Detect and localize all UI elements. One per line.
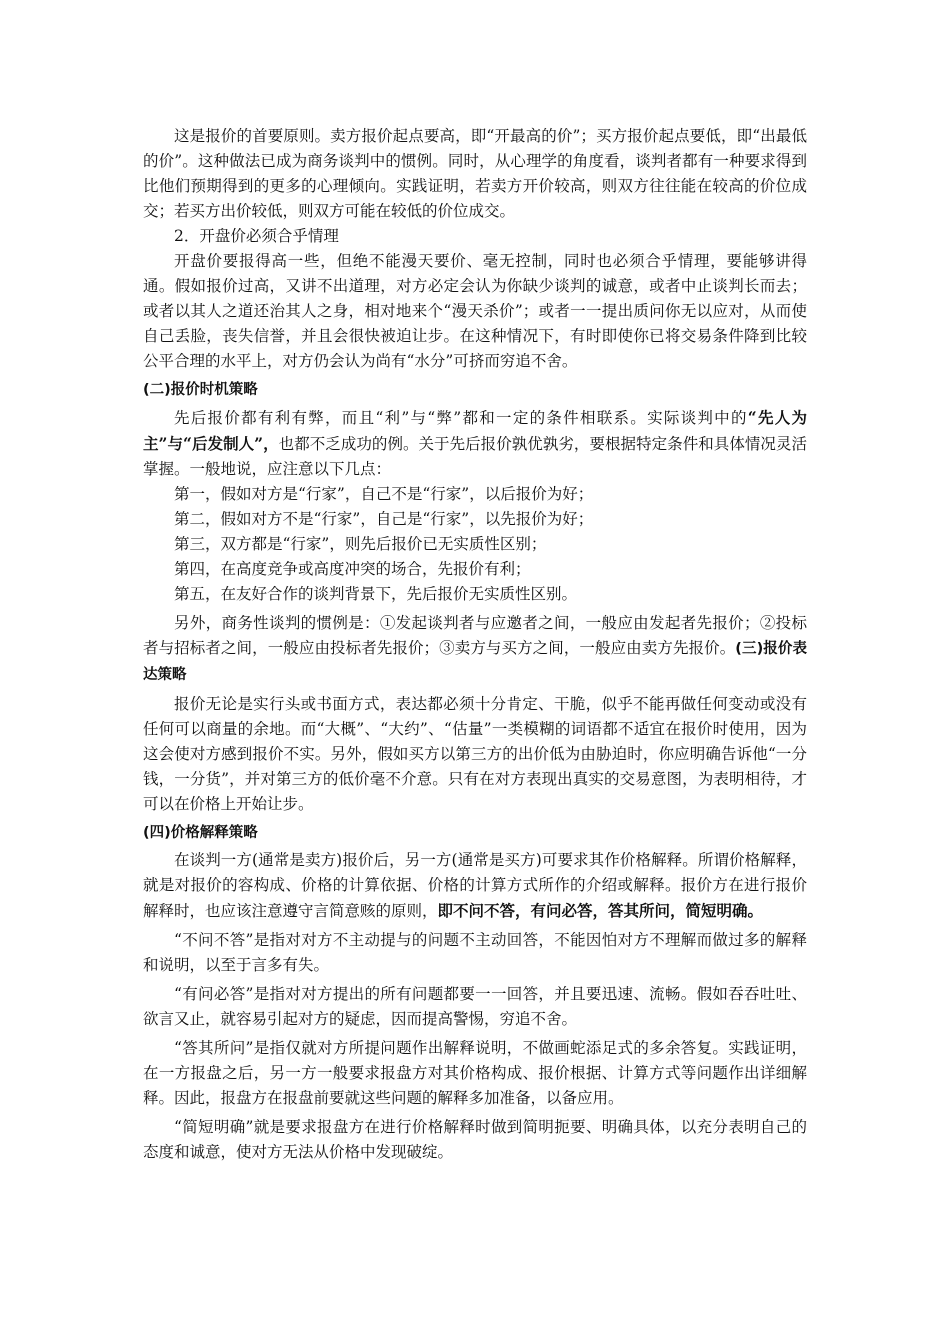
section-heading-timing: (二)报价时机策略	[143, 382, 258, 398]
paragraph-explanation-bold: 即不问不答，有问必答，答其所问，简短明确。	[437, 901, 764, 920]
paragraph-principle: 这是报价的首要原则。卖方报价起点要高，即“开最高的价”；买方报价起点要低，即“出最低的价”。这种做法已成为商务谈判中的惯例。同时，从心理学的角度看，谈判者都有一种要求得到比他们预期得到的更多的心理倾向。实践证明，若卖方开价较高，则双方往往能在较高的价位成交；若买方出价较低，则双方可能在较低的价位成交。	[143, 127, 807, 220]
list-item-third: 第三，双方都是“行家”，则先后报价已无实质性区别；	[174, 535, 547, 553]
paragraph-timing-bold: “先人为主”与“后发制人”，	[143, 408, 808, 453]
paragraph-no-ask-no-answer: “不问不答”是指对对方不主动提与的问题不主动回答，不能因怕对方不理解而做过多的解释和说明，以至于言多有失。	[143, 931, 807, 974]
section-heading-explanation: (四)价格解释策略	[143, 825, 258, 841]
paragraph-answer-every-question: “有问必答”是指对对方提出的所有问题都要一一回答，并且要迅速、流畅。假如吞吞吐吐、欲言又止，就容易引起对方的疑虑，因而提高警惕，穷追不舍。	[143, 985, 807, 1028]
list-item-first: 第一，假如对方是“行家”，自己不是“行家”，以后报价为好；	[174, 485, 594, 503]
paragraph-reasonable-price: 开盘价要报得高一些，但绝不能漫天要价、毫无控制，同时也必须合乎情理，要能够讲得通。假如报价过高，又讲不出道理，对方必定会认为你缺少谈判的诚意，或者中止谈判长而去；或者以其人之道还治其人之身，相对地来个“漫天杀价”；或者一一提出质问你无以应对，从而使自己丢脸，丧失信誉，并且会很快被迫让步。在这种情况下，有时即使你已将交易条件降到比较公平合理的水平上，对方仍会认为尚有“水分”可挤而穷追不舍。	[143, 252, 807, 370]
list-item-second: 第二，假如对方不是“行家”，自己是“行家”，以先报价为好；	[174, 510, 594, 528]
paragraph-brief-clear: “简短明确”就是要求报盘方在进行价格解释时做到简明扼要、明确具体，以充分表明自己的态度和诚意，使对方无法从价格中发现破绽。	[143, 1118, 807, 1161]
paragraph-expression: 报价无论是实行头或书面方式，表达都必须十分肯定、干脆，似乎不能再做任何变动或没有任何可以商量的余地。而“大概”、“大约”、“估量”一类模糊的词语都不适宜在报价时使用，因为这会使对方感到报价不实。另外，假如买方以第三方的出价低为由胁迫时，你应明确告诉他“一分钱，一分货”，并对第三方的低价毫不介意。只有在对方表现出真实的交易意图，为表明相待，才可以在价格上开始让步。	[143, 695, 807, 813]
paragraph-explanation-text: 在谈判一方(通常是卖方)报价后，另一方(通常是买方)可要求其作价格解释。所谓价格解释，就是对报价的容构成、价格的计算依据、价格的计算方式所作的介绍或解释。报价方在进行报价解释时，也应该注意遵守言简意赅的原则，	[143, 851, 807, 920]
paragraph-timing-part1: 先后报价都有利有弊，而且“利”与“弊”都和一定的条件相联系。实际谈判中的	[174, 409, 748, 427]
paragraph-answer-what-asked: “答其所问”是指仅就对方所提问题作出解释说明，不做画蛇添足式的多余答复。实践证明，在一方报盘之后，另一方一般要求报盘方对其价格构成、报价根据、计算方式等问题作出详细解释。因此，报盘方在报盘前要就这些问题的解释多加准备，以备应用。	[143, 1039, 807, 1107]
paragraph-timing	[143, 405, 807, 482]
paragraph-explanation	[143, 848, 807, 924]
subheading-reasonable-price: 2．开盘价必须合乎情理	[174, 227, 339, 245]
section-heading-expression: (三)报价表达策略	[143, 641, 807, 683]
paragraph-conventions	[143, 611, 807, 688]
document-body	[143, 124, 807, 1165]
list-item-fourth: 第四，在高度竞争或高度冲突的场合，先报价有利；	[174, 560, 531, 578]
paragraph-timing-part2: 也都不乏成功的例。关于先后报价孰优孰劣，要根据特定条件和具体情况灵活掌握。一般地说，应注意以下几点：	[143, 435, 807, 478]
paragraph-conventions-text: 另外，商务性谈判的惯例是：①发起谈判者与应邀者之间，一般应由发起者先报价；②投标者与招标者之间，一般应由投标者先报价；③卖方与买方之间，一般应由卖方先报价。	[143, 614, 807, 657]
list-item-fifth: 第五，在友好合作的谈判背景下，先后报价无实质性区别。	[174, 585, 578, 603]
